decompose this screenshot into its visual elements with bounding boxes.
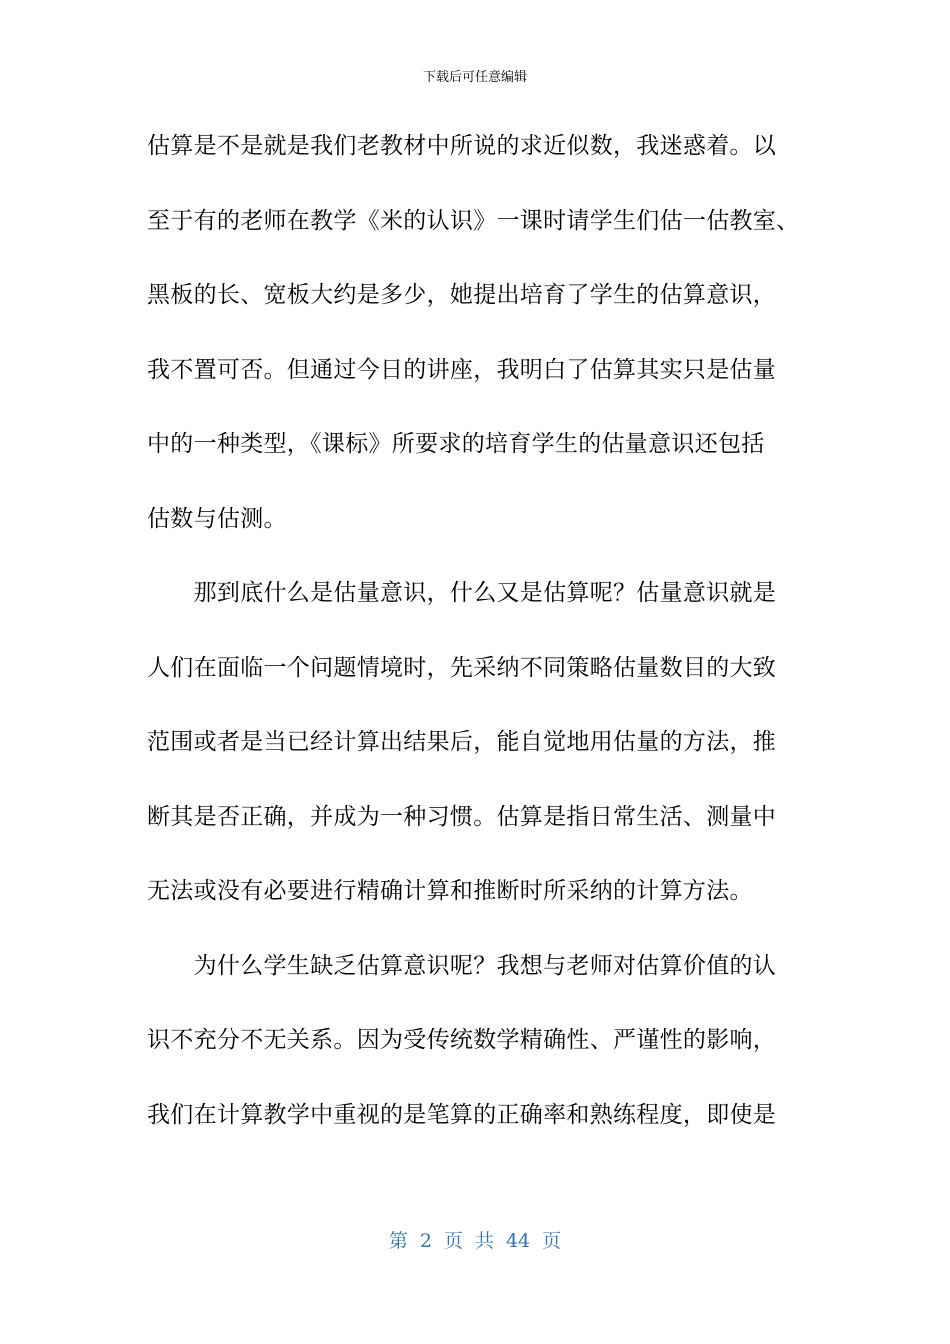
page-footer [0, 1226, 950, 1253]
text-line: 我不置可否。但通过今日的讲座，我明白了估算其实只是估量 [147, 356, 777, 383]
text-line: 断其是否正确，并成为一种习惯。估算是指日常生活、测量中 [147, 803, 777, 830]
footer-page-number: 2 [419, 1230, 432, 1252]
text-line: 识不充分不无关系。因为受传统数学精确性、严谨性的影响， [147, 1027, 777, 1053]
text-line: 至于有的老师在教学《米的认识》一课时请学生们估一估教室、 [147, 207, 800, 234]
document-body [147, 122, 847, 1165]
text-line: 人们在面临一个问题情境时，先采纳不同策略估量数目的大致 [147, 654, 777, 681]
footer-total-label: 共 [474, 1230, 494, 1252]
text-line: 我们在计算教学中重视的是笔算的正确率和熟练程度，即使是 [147, 1101, 777, 1128]
text-line: 黑板的长、宽板大约是多少，她提出培育了学生的估算意识， [147, 282, 777, 308]
text-line: 估数与估测。 [147, 505, 287, 532]
footer-prefix: 第 [388, 1230, 408, 1252]
text-line: 估算是不是就是我们老教材中所说的求近似数，我迷惑着。以 [147, 133, 777, 159]
page-header: 下载后可任意编辑 [422, 70, 527, 85]
footer-page-label: 页 [443, 1230, 463, 1252]
text-line: 为什么学生缺乏估算意识呢？我想与老师对估算价值的认 [147, 952, 777, 979]
text-line: 无法或没有必要进行精确计算和推断时所采纳的计算方法。 [147, 878, 753, 904]
footer-suffix: 页 [542, 1230, 562, 1252]
footer-total-pages: 44 [505, 1230, 531, 1252]
text-line: 那到底什么是估量意识，什么又是估算呢？估量意识就是 [147, 580, 777, 606]
text-line: 中的一种类型，《课标》所要求的培育学生的估量意识还包括 [147, 431, 765, 457]
text-line: 范围或者是当已经计算出结果后，能自觉地用估量的方法，推 [147, 729, 777, 755]
